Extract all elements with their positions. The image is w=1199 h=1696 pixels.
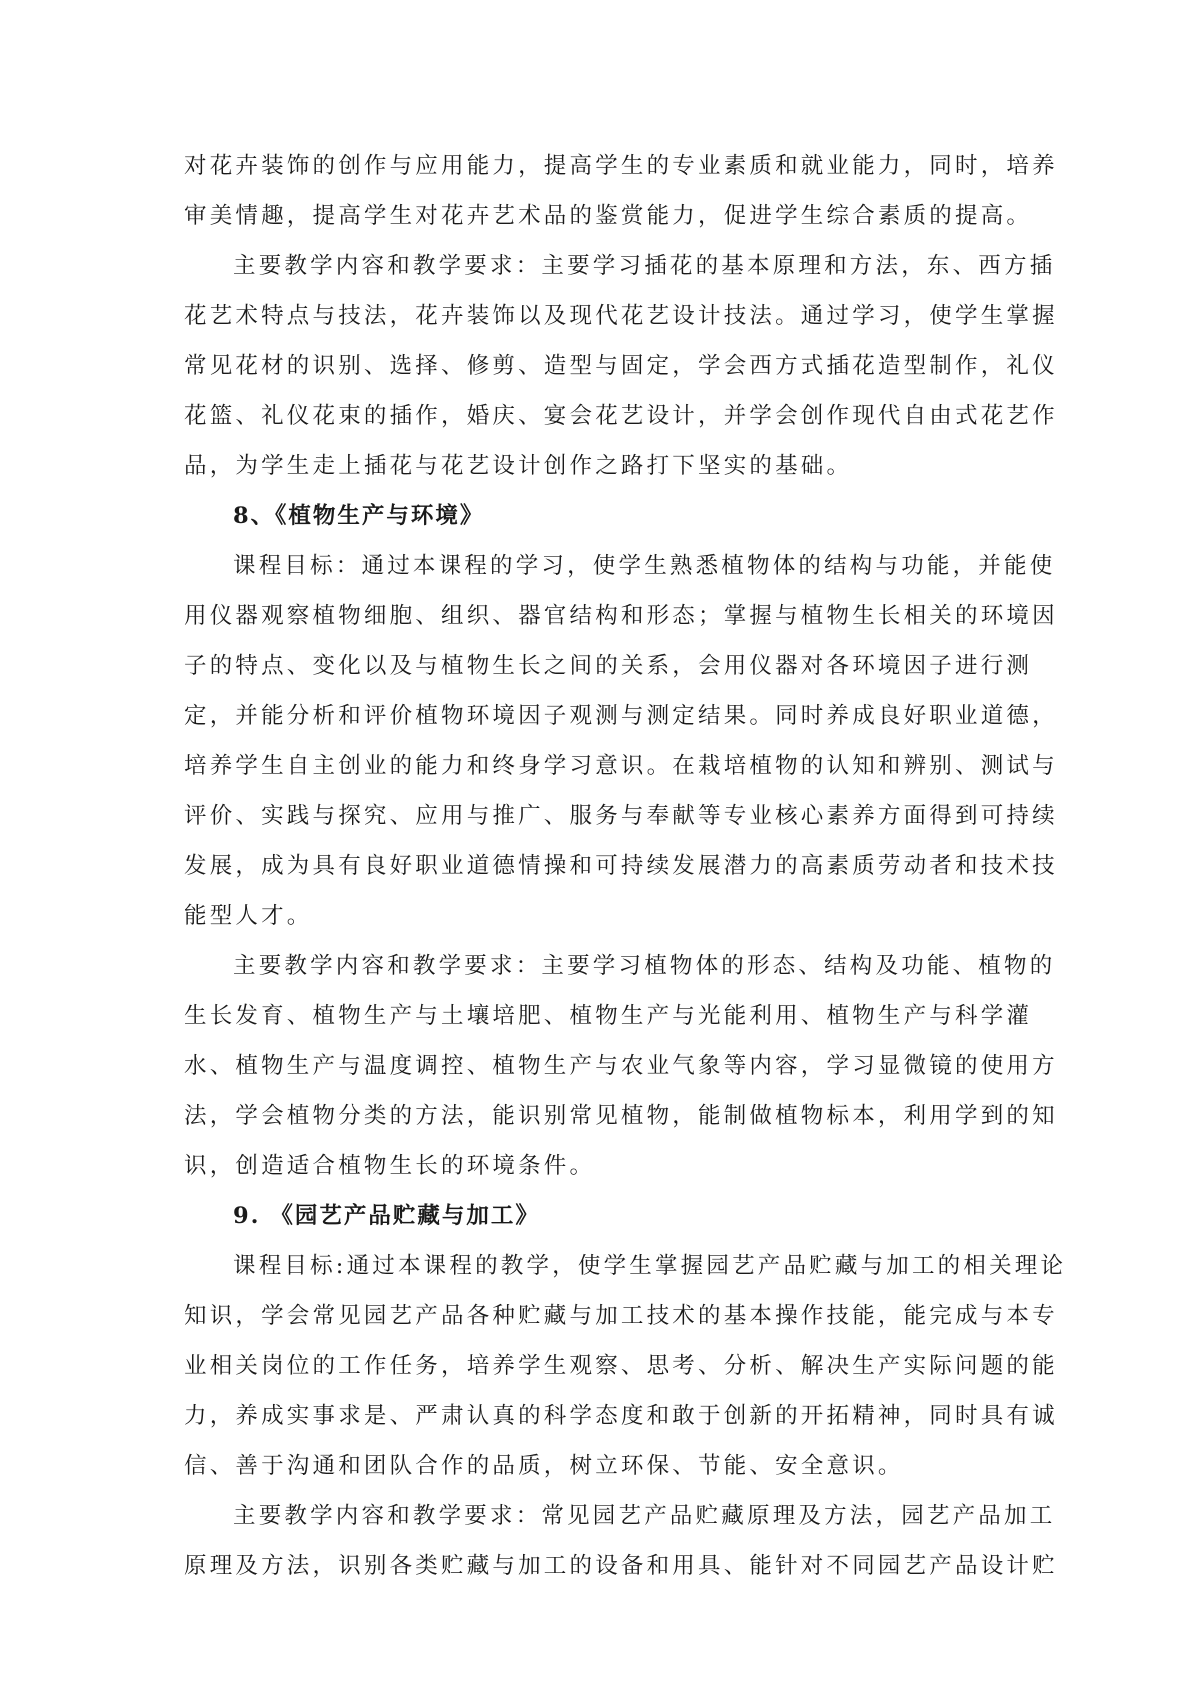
paragraph-line: 花艺术特点与技法，花卉装饰以及现代花艺设计技法。通过学习，使学生掌握 xyxy=(184,303,1058,329)
paragraph-line: 子的特点、变化以及与植物生长之间的关系，会用仪器对各环境因子进行测 xyxy=(184,653,1033,679)
section-heading: 9. 《园艺产品贮藏与加工》 xyxy=(233,1203,540,1229)
paragraph-line: 信、善于沟通和团队合作的品质，树立环保、节能、安全意识。 xyxy=(184,1453,904,1479)
paragraph-line: 对花卉装饰的创作与应用能力，提高学生的专业素质和就业能力，同时，培养 xyxy=(184,153,1058,179)
paragraph-line: 花篮、礼仪花束的插作，婚庆、宴会花艺设计，并学会创作现代自由式花艺作 xyxy=(184,403,1058,429)
paragraph-line: 识，创造适合植物生长的环境条件。 xyxy=(184,1153,596,1179)
paragraph-first-line: 课程目标:通过本课程的教学，使学生掌握园艺产品贮藏与加工的相关理论 xyxy=(233,1253,1067,1279)
paragraph-line: 力，养成实事求是、严肃认真的科学态度和敢于创新的开拓精神，同时具有诚 xyxy=(184,1403,1058,1429)
paragraph-line: 原理及方法，识别各类贮藏与加工的设备和用具、能针对不同园艺产品设计贮 xyxy=(184,1553,1058,1579)
paragraph-line: 能型人才。 xyxy=(184,903,313,929)
paragraph-line: 审美情趣，提高学生对花卉艺术品的鉴赏能力，促进学生综合素质的提高。 xyxy=(184,203,1033,229)
paragraph-line: 发展，成为具有良好职业道德情操和可持续发展潜力的高素质劳动者和技术技 xyxy=(184,853,1058,879)
paragraph-first-line: 主要教学内容和教学要求：主要学习植物体的形态、结构及功能、植物的 xyxy=(233,953,1056,979)
paragraph-line: 常见花材的识别、选择、修剪、造型与固定，学会西方式插花造型制作，礼仪 xyxy=(184,353,1058,379)
paragraph-line: 培养学生自主创业的能力和终身学习意识。在栽培植物的认知和辨别、测试与 xyxy=(184,753,1058,779)
paragraph-first-line: 主要教学内容和教学要求：主要学习插花的基本原理和方法，东、西方插 xyxy=(233,253,1056,279)
paragraph-line: 定，并能分析和评价植物环境因子观测与测定结果。同时养成良好职业道德， xyxy=(184,703,1058,729)
paragraph-line: 法，学会植物分类的方法，能识别常见植物，能制做植物标本，利用学到的知 xyxy=(184,1103,1058,1129)
paragraph-first-line: 主要教学内容和教学要求：常见园艺产品贮藏原理及方法，园艺产品加工 xyxy=(233,1503,1056,1529)
paragraph-line: 水、植物生产与温度调控、植物生产与农业气象等内容，学习显微镜的使用方 xyxy=(184,1053,1058,1079)
paragraph-line: 评价、实践与探究、应用与推广、服务与奉献等专业核心素养方面得到可持续 xyxy=(184,803,1058,829)
paragraph-line: 业相关岗位的工作任务，培养学生观察、思考、分析、解决生产实际问题的能 xyxy=(184,1353,1058,1379)
paragraph-first-line: 课程目标：通过本课程的学习，使学生熟悉植物体的结构与功能，并能使 xyxy=(233,553,1056,579)
paragraph-line: 知识，学会常见园艺产品各种贮藏与加工技术的基本操作技能，能完成与本专 xyxy=(184,1303,1058,1329)
paragraph-line: 用仪器观察植物细胞、组织、器官结构和形态；掌握与植物生长相关的环境因 xyxy=(184,603,1058,629)
paragraph-line: 生长发育、植物生产与土壤培肥、植物生产与光能利用、植物生产与科学灌 xyxy=(184,1003,1033,1029)
section-heading: 8、《植物生产与环境》 xyxy=(233,503,485,529)
paragraph-line: 品，为学生走上插花与花艺设计创作之路打下坚实的基础。 xyxy=(184,453,853,479)
